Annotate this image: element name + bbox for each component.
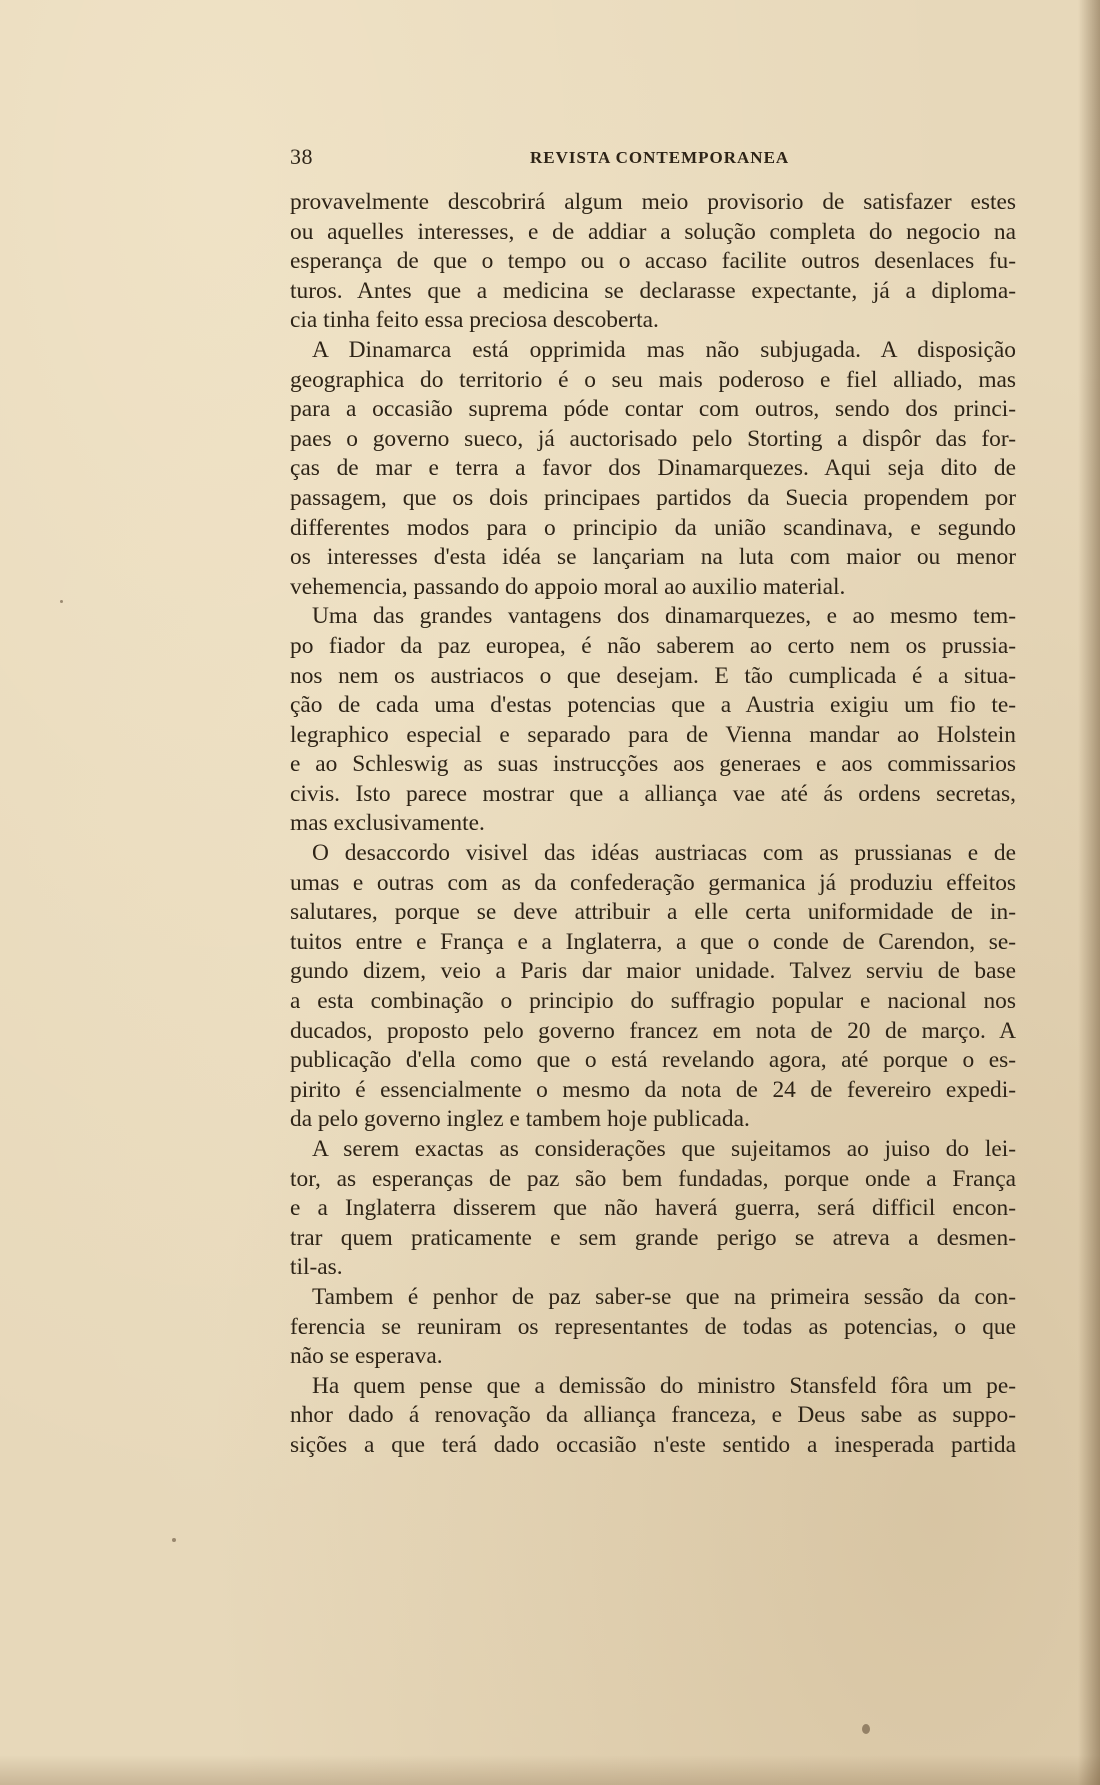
text-line: ferencia se reuniram os representantes de todas as potencias, o que bbox=[290, 1313, 1016, 1340]
page-edge-shadow bbox=[1078, 0, 1100, 1785]
text-line: geographica do territorio é o seu mais poderoso e fiel alliado, mas bbox=[290, 366, 1016, 393]
text-line: publicação d'ella como que o está revelando agora, até porque o es- bbox=[290, 1047, 1016, 1074]
text-line: cia tinha feito essa preciosa descoberta. bbox=[290, 307, 659, 334]
paper-speck bbox=[60, 600, 63, 603]
body-text bbox=[290, 188, 1016, 1461]
paper-speck bbox=[862, 1724, 870, 1734]
text-line: mas exclusivamente. bbox=[290, 810, 485, 837]
paper-speck bbox=[172, 1538, 176, 1542]
text-line: e a Inglaterra disserem que não haverá guerra, será difficil encon- bbox=[290, 1195, 1016, 1222]
text-line: po fiador da paz europea, é não saberem ao certo nem os prussia- bbox=[290, 632, 1016, 659]
text-line: legraphico especial e separado para de Vienna mandar ao Holstein bbox=[290, 721, 1016, 748]
text-line: turos. Antes que a medicina se declarasse expectante, já a diploma- bbox=[290, 277, 1016, 304]
text-line: passagem, que os dois principaes partidos da Suecia propendem por bbox=[290, 484, 1016, 511]
text-line: tuitos entre e França e a Inglaterra, a que o conde de Carendon, se- bbox=[290, 928, 1016, 955]
text-line: Ha quem pense que a demissão do ministro Stansfeld fôra um pe- bbox=[312, 1372, 1016, 1399]
text-line: A serem exactas as considerações que sujeitamos ao juiso do lei- bbox=[312, 1136, 1016, 1162]
text-line: til-as. bbox=[290, 1254, 343, 1281]
text-line: esperança de que o tempo ou o accaso facilite outros desenlaces fu- bbox=[290, 248, 1016, 275]
text-line: para a occasião suprema póde contar com outros, sendo dos princi- bbox=[290, 396, 1016, 423]
text-line: A Dinamarca está opprimida mas não subjugada. A disposição bbox=[312, 336, 1016, 363]
text-line: nhor dado á renovação da alliança franceza, e Deus sabe as suppo- bbox=[290, 1402, 1016, 1429]
text-line: Tambem é penhor de paz saber-se que na primeira sessão da con- bbox=[312, 1283, 1016, 1310]
page-number: 38 bbox=[290, 144, 313, 169]
text-line: O desaccordo visivel das idéas austriacas com as prussianas e de bbox=[312, 840, 1016, 867]
text-line: a esta combinação o principio do suffragio popular e nacional nos bbox=[290, 988, 1016, 1015]
text-line: trar quem praticamente e sem grande perigo se atreva a desmen- bbox=[290, 1224, 1016, 1251]
text-line: salutares, porque se deve attribuir a elle certa uniformidade de in- bbox=[290, 899, 1016, 926]
text-line: sições a que terá dado occasião n'este sentido a inesperada partida bbox=[290, 1431, 1016, 1458]
text-line: ou aquelles interesses, e de addiar a solução completa do negocio na bbox=[290, 218, 1016, 245]
text-line: differentes modos para o principio da união scandinava, e segundo bbox=[290, 514, 1016, 541]
text-line: nos nem os austriacos o que desejam. E tão cumplicada é a situa- bbox=[290, 662, 1016, 689]
text-line: paes o governo sueco, já auctorisado pelo Storting a dispôr das for- bbox=[290, 425, 1016, 452]
text-line: ças de mar e terra a favor dos Dinamarquezes. Aqui seja dito de bbox=[290, 455, 1016, 482]
text-line: não se esperava. bbox=[290, 1343, 443, 1370]
text-line: da pelo governo inglez e tambem hoje publicada. bbox=[290, 1106, 750, 1133]
text-line: os interesses d'esta idéa se lançariam na luta com maior ou menor bbox=[290, 544, 1016, 571]
text-line: umas e outras com as da confederação germanica já produziu effeitos bbox=[290, 869, 1016, 896]
text-line: provavelmente descobrirá algum meio provisorio de satisfazer estes bbox=[290, 189, 1016, 215]
text-line: gundo dizem, veio a Paris dar maior unidade. Talvez serviu de base bbox=[290, 958, 1016, 985]
page-bottom-shadow bbox=[0, 1755, 1100, 1785]
text-line: pirito é essencialmente o mesmo da nota de 24 de fevereiro expedi- bbox=[290, 1076, 1016, 1103]
text-line: civis. Isto parece mostrar que a alliança vae até ás ordens secretas, bbox=[290, 780, 1016, 807]
text-line: e ao Schleswig as suas instrucções aos generaes e aos commissarios bbox=[290, 751, 1016, 778]
running-head bbox=[290, 144, 1016, 176]
text-line: ducados, proposto pelo governo francez em nota de 20 de março. A bbox=[290, 1017, 1016, 1044]
text-line: Uma das grandes vantagens dos dinamarquezes, e ao mesmo tem- bbox=[312, 603, 1016, 630]
text-line: tor, as esperanças de paz são bem fundadas, porque onde a França bbox=[290, 1165, 1016, 1192]
text-line: ção de cada uma d'estas potencias que a Austria exigiu um fio te- bbox=[290, 692, 1016, 719]
running-title: REVISTA CONTEMPORANEA bbox=[530, 148, 790, 167]
text-line: vehemencia, passando do appoio moral ao auxilio material. bbox=[290, 573, 846, 600]
